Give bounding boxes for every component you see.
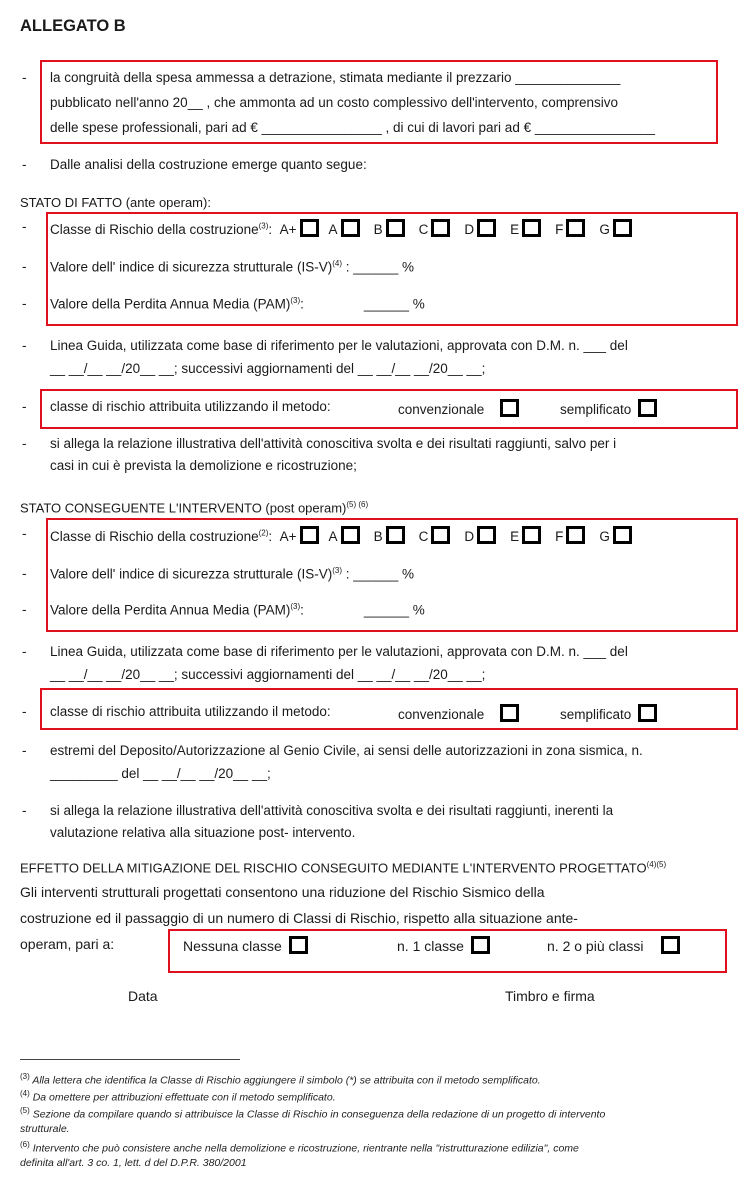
footnote-number: (4) [20,1089,30,1098]
ante-isv-value[interactable]: : ______ % [345,259,415,275]
footnote-separator [20,1059,240,1060]
risk-class-checkbox[interactable] [341,526,360,544]
post-heading-text: STATO CONSEGUENTE L'INTERVENTO (post operam) [20,500,347,516]
post-allega-1: si allega la relazione illustrativa dell'attività conoscitiva svolta e dei risultati raggiunti, inerenti la [50,803,614,818]
bullet: - [22,803,27,818]
post-pam-value[interactable]: : ______ % [300,602,425,618]
footnote-ref: (5) (6) [346,500,369,509]
post-isv-label: Valore dell' indice di sicurezza strutturale (IS-V) [50,566,333,582]
post-allega-2: valutazione relativa alla situazione post- intervento. [50,825,356,840]
risk-class-option[interactable] [280,219,319,237]
footnote-ref: (3) [258,221,269,231]
post-isv-row [50,566,414,582]
footnote-ref: (3) [332,566,342,575]
ante-linea-1: Linea Guida, utilizzata come base di riferimento per le valutazioni, approvata con D.M. n. ___ del [50,338,628,353]
risk-class-checkbox[interactable] [477,526,496,544]
risk-class-option[interactable] [374,526,405,544]
ante-allega-1: si allega la relazione illustrativa dell'attività conoscitiva svolta e dei risultati raggiunti, salvo per i [50,436,617,451]
analisi-text: Dalle analisi della costruzione emerge quanto segue: [50,157,367,172]
ante-allega-2: casi in cui è prevista la demolizione e ricostruzione; [50,458,357,473]
ante-metodo-label: classe di rischio attribuita utilizzando il metodo: [50,399,331,414]
bullet: - [22,259,27,274]
post-heading [20,500,368,515]
bullet: - [22,644,27,659]
ante-classe-label: Classe di Rischio della costruzione [50,222,259,237]
risk-class-label: A+ [279,529,297,544]
bullet: - [22,157,27,172]
post-sempl-label: semplificato [560,707,632,722]
risk-class-option[interactable] [329,219,360,237]
footnote-number: (5) [20,1106,30,1115]
ante-classes [280,222,646,237]
risk-class-label: E [510,222,520,237]
effetto-line-2: costruzione ed il passaggio di un numero di Classi di Rischio, rispetto alla situazione ante- [20,910,578,926]
ante-conv-checkbox[interactable] [500,399,519,417]
footnote-item [20,1157,247,1169]
timbro-label: Timbro e firma [505,988,595,1004]
risk-class-label: F [555,529,564,544]
risk-class-checkbox[interactable] [300,219,319,237]
risk-class-label: F [555,222,564,237]
ante-classe-row: Classe di Rischio della costruzione$^{(3)}$: A+ A B C D E F G [50,219,646,237]
risk-class-checkbox[interactable] [341,219,360,237]
risk-class-checkbox[interactable] [566,219,585,237]
post-conv-label: convenzionale [398,707,485,722]
risk-class-option[interactable] [374,219,405,237]
footnote-text: definita all'art. 3 co. 1, lett. d del D.P.R. 380/2001 [20,1157,247,1169]
post-deposito-2: _________ del __ __/__ __/20__ __; [50,766,271,781]
effetto-opt-1classe[interactable] [397,936,490,954]
risk-class-label: D [464,222,475,237]
effetto-line-3: operam, pari a: [20,936,115,952]
risk-class-label: A [328,529,338,544]
risk-class-label: E [510,529,520,544]
effetto-heading-text: EFFETTO DELLA MITIGAZIONE DEL RISCHIO CONSEGUITO MEDIANTE L'INTERVENTO PROGETTATO [20,860,647,876]
intro-line-3: delle spese professionali, pari ad € ________________ , di cui di lavori pari ad € ________________ [50,120,655,135]
post-pam-row [50,602,425,618]
bullet: - [22,526,27,541]
effetto-opt-2classi[interactable] [547,936,680,954]
risk-class-checkbox[interactable] [613,219,632,237]
ante-isv-label: Valore dell' indice di sicurezza strutturale (IS-V) [50,259,333,275]
bullet: - [22,338,27,353]
ante-sempl-checkbox[interactable] [638,399,657,417]
effetto-1classe-checkbox[interactable] [471,936,490,954]
footnote-item [20,1140,579,1155]
intro-line-1: la congruità della spesa ammessa a detrazione, stimata mediante il prezzario ______________ [50,70,621,85]
bullet: - [22,296,27,311]
risk-class-checkbox[interactable] [522,526,541,544]
risk-class-option[interactable] [280,526,319,544]
risk-class-label: A [328,222,338,237]
ante-conv-label: convenzionale [398,402,485,417]
ante-sempl-option[interactable] [560,399,657,417]
risk-class-label: B [373,529,383,544]
footnote-number: (6) [20,1140,30,1149]
intro-line-2: pubblicato nell'anno 20__ , che ammonta ad un costo complessivo dell'intervento, comprensivo [50,95,618,110]
risk-class-option[interactable] [419,219,451,237]
post-metodo-label: classe di rischio attribuita utilizzando il metodo: [50,704,331,719]
post-linea-2: __ __/__ __/20__ __; successivi aggiornamenti del __ __/__ __/20__ __; [50,667,486,682]
effetto-line-1: Gli interventi strutturali progettati consentono una riduzione del Rischio Sismico della [20,884,545,900]
post-isv-value[interactable]: : ______ % [345,566,415,582]
risk-class-checkbox[interactable] [300,526,319,544]
ante-linea-2: __ __/__ __/20__ __; successivi aggiornamenti del __ __/__ __/20__ __; [50,361,486,376]
footnote-number: (3) [20,1072,30,1081]
ante-sempl-label: semplificato [560,402,632,417]
footnote-text: Da omettere per attribuzioni effettuate con il metodo semplificato. [32,1091,336,1104]
bullet: - [22,70,27,85]
risk-class-checkbox[interactable] [566,526,585,544]
risk-class-checkbox[interactable] [477,219,496,237]
effetto-2classi-checkbox[interactable] [661,936,680,954]
bullet: - [22,743,27,758]
post-linea-1: Linea Guida, utilizzata come base di riferimento per le valutazioni, approvata con D.M. n. ___ del [50,644,628,659]
risk-class-label: C [418,529,429,544]
post-classes [280,529,646,544]
footnote-text: Intervento che può consistere anche nella demolizione e ricostruzione, rientrante nella "ristrutturazione edilizia", come [32,1142,579,1155]
footnote-text: Alla lettera che identifica la Classe di Rischio aggiungere il simbolo (*) se attribuita con il metodo semplificato. [32,1074,541,1087]
bullet: - [22,399,27,414]
ante-conv-option[interactable] [398,399,519,417]
risk-class-option[interactable] [329,526,360,544]
risk-class-option[interactable] [510,526,541,544]
post-conv-checkbox[interactable] [500,704,519,722]
post-pam-label: Valore della Perdita Annua Media (PAM) [50,602,291,618]
footnote-item [20,1072,541,1087]
post-conv-option[interactable] [398,704,519,722]
footnote-item [20,1123,70,1135]
risk-class-option[interactable] [555,219,585,237]
footnote-item [20,1089,336,1104]
ante-pam-row [50,296,425,312]
risk-class-checkbox[interactable] [431,219,450,237]
ante-pam-label: Valore della Perdita Annua Media (PAM) [50,296,291,312]
bullet: - [22,436,27,451]
effetto-heading [20,860,666,875]
risk-class-option[interactable] [555,526,585,544]
bullet: - [22,219,27,234]
footnote-text: strutturale. [20,1123,70,1135]
risk-class-option[interactable] [510,219,541,237]
document-title: ALLEGATO B [20,17,126,35]
post-deposito-1: estremi del Deposito/Autorizzazione al Genio Civile, ai sensi delle autorizzazioni in zona sismica, n. [50,743,643,758]
footnote-text: Sezione da compilare quando si attribuisce la Classe di Rischio in conseguenza della redazione di un progetto di intervento [32,1108,606,1121]
risk-class-label: B [373,222,383,237]
footnote-ref: (4) [332,259,342,268]
risk-class-label: A+ [279,222,297,237]
footnote-item [20,1106,605,1121]
effetto-opt-nessuna-label: Nessuna classe [183,938,282,954]
risk-class-label: C [418,222,429,237]
ante-isv-row [50,259,414,275]
bullet: - [22,602,27,617]
bullet: - [22,704,27,719]
effetto-nessuna-checkbox[interactable] [289,936,308,954]
risk-class-checkbox[interactable] [386,219,405,237]
risk-class-label: D [464,529,475,544]
post-sempl-option[interactable] [560,704,657,722]
risk-class-option[interactable] [599,526,632,544]
risk-class-option[interactable] [464,526,496,544]
risk-class-label: G [599,222,610,237]
risk-class-option[interactable] [419,526,451,544]
footnote-ref: (3) [290,296,301,305]
risk-class-checkbox[interactable] [386,526,405,544]
risk-class-label: G [599,529,610,544]
post-classe-label: Classe di Rischio della costruzione [50,529,259,544]
post-sempl-checkbox[interactable] [638,704,657,722]
ante-pam-value[interactable]: : ______ % [300,296,425,312]
footnote-ref: (4)(5) [646,860,667,869]
effetto-opt-1classe-label: n. 1 classe [397,938,464,954]
bullet: - [22,566,27,581]
post-classe-row: Classe di Rischio della costruzione$^{(2)}$: A+ A B C D E F G [50,526,646,544]
risk-class-checkbox[interactable] [431,526,450,544]
ante-heading: STATO DI FATTO (ante operam): [20,195,211,210]
effetto-opt-2classi-label: n. 2 o più classi [547,938,644,954]
risk-class-option[interactable] [599,219,632,237]
risk-class-checkbox[interactable] [522,219,541,237]
risk-class-option[interactable] [464,219,496,237]
footnote-ref: (2) [258,528,269,538]
data-label: Data [128,988,158,1004]
risk-class-checkbox[interactable] [613,526,632,544]
effetto-opt-nessuna[interactable] [183,936,308,954]
footnote-ref: (3) [290,602,301,611]
